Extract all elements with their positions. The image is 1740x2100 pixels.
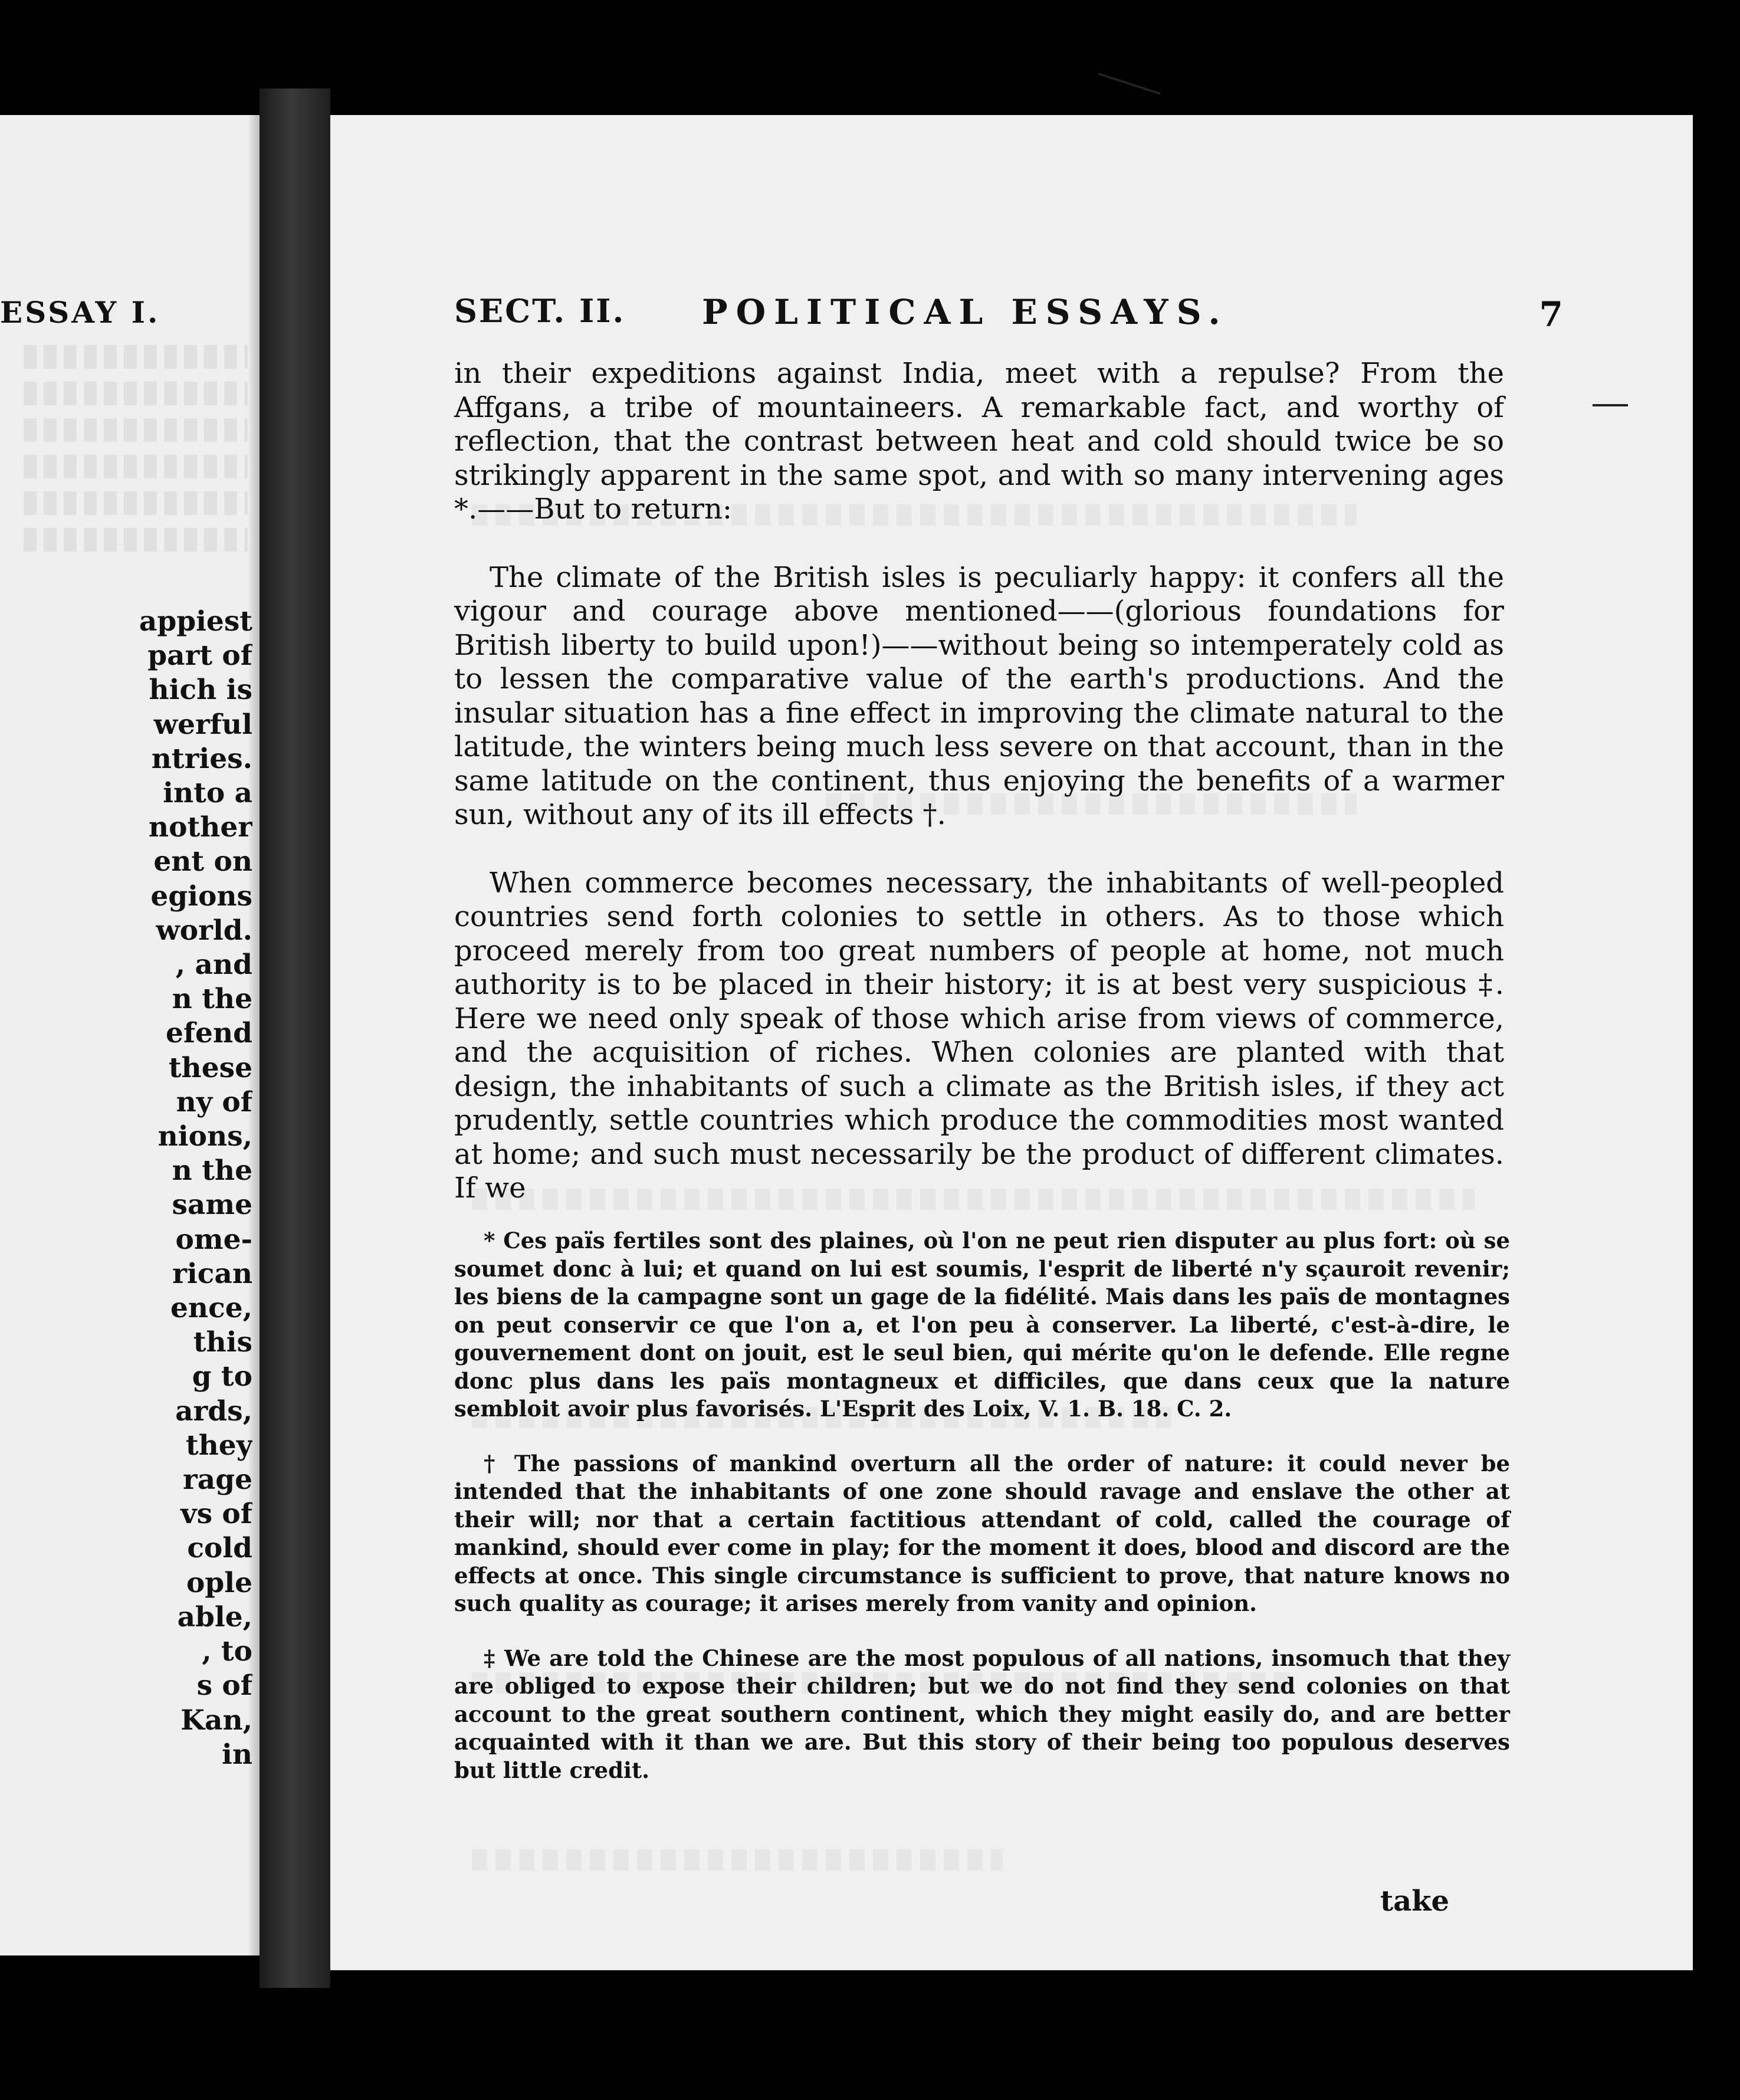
left-text-fragment: efend [165,1017,252,1050]
left-text-fragment: ome- [175,1223,252,1256]
paragraph: in their expeditions against India, meet with a repulse? From the Affgans, a tribe of mountaineers. A remarkable fact, and worthy of reflection, that the contrast between heat and cold should twice be so strikingly apparent in the same spot, and with so many intervening ages *.——But to return: [454,357,1504,526]
left-text-fragment: ent on [153,845,252,878]
left-text-fragment: n the [172,1154,252,1187]
left-text-fragment: egions [150,880,252,913]
left-text-fragment: n the [172,983,252,1016]
footnote: ‡ We are told the Chinese are the most populous of all nations, insomuch that they are obliged to expose their children; but we do not find they send colonies on that account to the great southern continent, which they might easily do, and are better acquainted with it than we are. But this story of their being too populous deserves but little credit. [454,1645,1510,1783]
footnotes [454,1227,1510,1811]
body-text [454,357,1504,1240]
left-text-fragment: same [172,1189,252,1222]
footnote: * Ces païs fertiles sont des plaines, où l'on ne peut rien disputer au plus fort: où se soumet donc à lui; et quand on lui est soumis, l'esprit de liberté n'y sçauroit revenir; les biens de la campagne sont un gage de la fidélité. Mais dans les païs de montagnes on peut conservir ce que l'on a, et l'on peu à conserver. La liberté, c'est-à-dire, le gouvernement dont on jouit, est le seul bien, qui mérite qu'on le defende. Elle regne donc plus dans les païs montagneux et difficiles, que dans ceux que la nature sembloit avoir plus favorisés. L'Esprit des Loix, V. 1. B. 18. C. 2. [454,1228,1510,1422]
left-text-fragment: these [168,1051,252,1084]
left-text-fragment: ople [186,1566,252,1599]
left-text-fragment: appiest [139,605,252,638]
left-text-fragment: werful [153,708,252,741]
left-page-text [0,605,252,1772]
left-text-fragment: Kan, [180,1704,252,1737]
left-text-fragment: part of [147,639,252,672]
left-text-fragment: rage [183,1464,252,1497]
book-gutter [260,88,330,1988]
catchword: take [1380,1885,1450,1918]
left-text-fragment: hich is [149,674,252,707]
left-text-fragment: able, [177,1600,252,1633]
paragraph: The climate of the British isles is peculiarly happy: it confers all the vigour and courage above mentioned——(glorious foundations for British liberty to build upon!)——without being so intemperately cold as to lessen the comparative value of the earth's productions. And the insular situation has a fine effect in improving the climate natural to the latitude, the winters being much less severe on that account, than in the same latitude on the continent, thus enjoying the benefits of a warmer sun, without any of its ill effects †. [454,560,1504,831]
left-text-fragment: they [185,1429,252,1462]
left-text-fragment: in [221,1738,252,1771]
left-text-fragment: this [193,1326,252,1359]
left-running-head: ESSAY I. [0,295,160,330]
scan-artifact [1593,404,1628,406]
left-text-fragment: ence, [170,1292,252,1325]
left-text-fragment: nions, [157,1120,252,1153]
left-text-fragment: vs of [180,1498,252,1531]
left-text-fragment: g to [192,1360,252,1393]
left-text-fragment: nother [148,811,252,844]
left-text-fragment: cold [187,1532,252,1565]
scan-artifact [1098,73,1161,95]
book-title: POLITICAL ESSAYS. [702,292,1229,332]
left-text-fragment: ntries. [151,742,252,775]
left-text-fragment: into a [163,777,252,810]
show-through-line [472,1849,1003,1871]
paragraph: When commerce becomes necessary, the inhabitants of well-peopled countries send forth colonies to settle in others. As to those which proceed merely from too great numbers of people at home, not much authority is to be placed in their history; it is at best very suspicious ‡. Here we need only speak of those which arise from views of commerce, and the acquisition of riches. When colonies are planted with that design, the inhabitants of such a climate as the British isles, if they act prudently, settle countries which produce the commodities most wanted at home; and such must necessarily be the product of different climates. If we [454,866,1504,1205]
footnote: † The passions of mankind overturn all the order of nature: it could never be intended that the inhabitants of one zone should ravage and enslave the other at their will; nor that a certain factitious attendant of cold, called the courage of mankind, should ever come in play; for the moment it does, blood and discord are the effects at once. This single circumstance is sufficient to prove, that nature knows no such quality as courage; it arises merely from vanity and opinion. [454,1450,1510,1616]
section-label: SECT. II. [454,292,626,330]
left-text-fragment: ny of [176,1085,252,1118]
left-show-through [24,345,248,565]
right-page [330,115,1693,1970]
left-page [0,115,260,1955]
page-number: 7 [1539,294,1563,334]
left-text-fragment: world. [156,914,252,947]
left-text-fragment: s of [196,1669,252,1702]
left-text-fragment: ards, [175,1394,252,1428]
left-text-fragment: , and [175,949,252,982]
left-text-fragment: rican [172,1257,252,1290]
running-head [454,292,1563,333]
left-text-fragment: , to [202,1635,252,1668]
